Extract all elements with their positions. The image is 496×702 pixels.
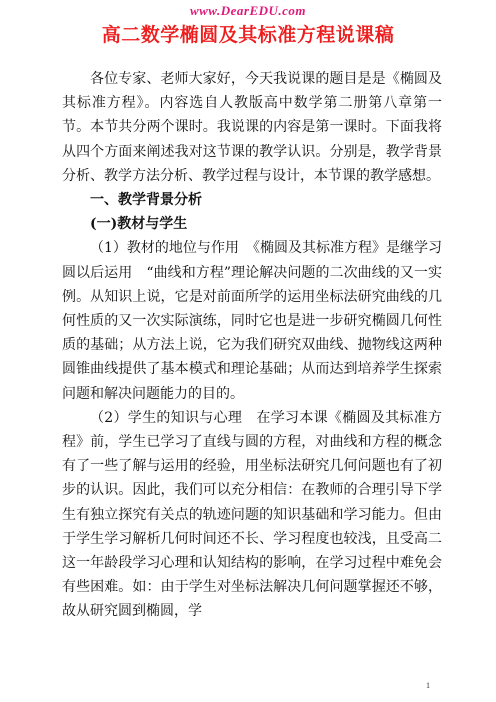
site-watermark: www.DearEDU.com: [189, 3, 307, 18]
subsection-heading: (一)教材与学生: [90, 216, 188, 233]
document-body: [62, 67, 442, 624]
document-title: 高二数学椭圆及其标准方程说课稿: [101, 24, 395, 46]
intro-paragraph: 各位专家、老师大家好，今天我说课的题目是是《椭圆及其标准方程》。内容选自人教版高中数学第二册第八章第一节。本节共分两个课时。我说课的内容是第一课时。下面我将从四个方面来阐述我对这节课的教学认识。分别是，教学背景分析、教学方法分析、教学过程与设计，本节课的教学感想。: [62, 71, 442, 184]
section-heading: 一、教学背景分析: [90, 192, 202, 209]
page-number: 1: [426, 681, 430, 690]
textbook-paragraph: （1）教材的地位与作用 《椭圆及其标准方程》是继学习圆以后运用 “曲线和方程”理论解决问题的二次曲线的又一实例。从知识上说，它是对前面所学的运用坐标法研究曲线的几何性质的又一次实际演练，同时它也是进一步研究椭圆几何性质的基础；从方法上说，它为我们研究双曲线、抛物线这两种圆锥曲线提供了基本模式和理论基础；从而达到培养学生探索问题和解决问题能力的目的。: [62, 240, 442, 402]
student-paragraph: （2）学生的知识与心理 在学习本课《椭圆及其标准方程》前，学生已学习了直线与圆的方程，对曲线和方程的概念有了一些了解与运用的经验，用坐标法研究几何问题也有了初步的认识。因此，我们可以充分相信：在教师的合理引导下学生有独立探究有关点的轨迹问题的知识基础和学习能力。但由于学生学习解析几何时间还不长、学习程度也较浅，且受高二这一年龄段学习心理和认知结构的影响，在学习过程中难免会有些困难。如：由于学生对坐标法解决几何问题掌握还不够，故从研究圆到椭圆，学: [62, 409, 442, 620]
